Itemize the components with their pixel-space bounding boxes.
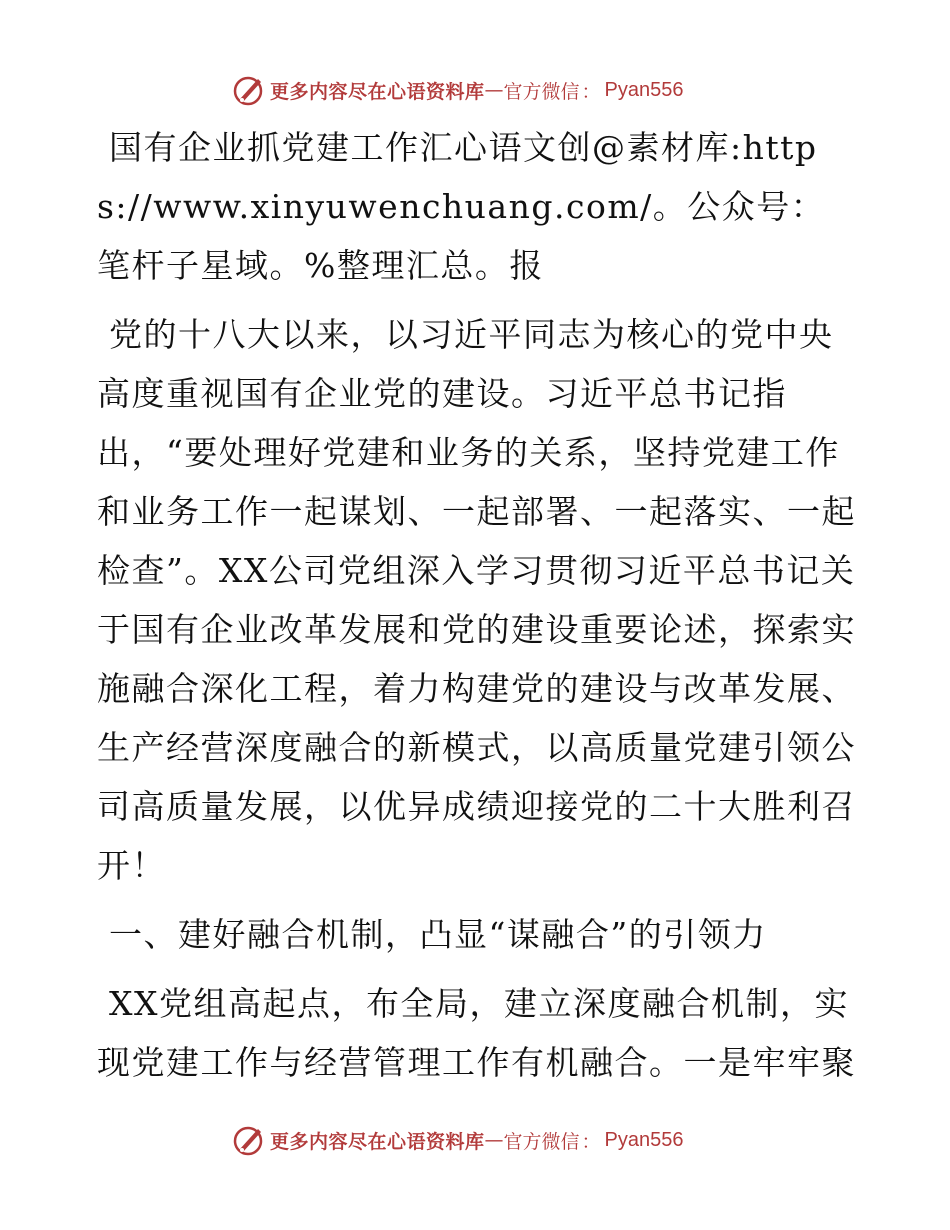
banner-main-text: 更多内容尽在心语资料库 xyxy=(270,1130,485,1153)
banner-main-text: 更多内容尽在心语资料库 xyxy=(270,80,485,103)
banner-sub-text: 官方微信 xyxy=(503,1130,580,1153)
footer-watermark-banner xyxy=(232,1123,684,1157)
banner-colon: ： xyxy=(581,1130,601,1153)
pen-logo-icon xyxy=(232,1123,266,1157)
banner-dash: — xyxy=(484,1129,504,1151)
document-body xyxy=(97,118,857,1092)
banner-dash: — xyxy=(484,79,504,101)
banner-sub-text: 官方微信 xyxy=(503,80,580,103)
section-heading: 一、建好融合机制，凸显“谋融合”的引领力 xyxy=(109,915,767,954)
banner-wechat-id: Pyan556 xyxy=(604,1128,684,1151)
header-watermark-banner xyxy=(232,73,684,107)
banner-wechat-id: Pyan556 xyxy=(604,78,684,101)
banner-colon: ： xyxy=(581,80,601,103)
pen-logo-icon xyxy=(232,73,266,107)
body-paragraph-2: XX党组高起点，布全局，建立深度融合机制，实现党建工作与经营管理工作有机融合。一是牢牢聚 xyxy=(97,984,856,1082)
intro-paragraph: 国有企业抓党建工作汇心语文创@素材库:https://www.xinyuwenchuang.com/。公众号：笔杆子星域。%整理汇总。报 xyxy=(97,128,826,285)
body-paragraph: 党的十八大以来，以习近平同志为核心的党中央高度重视国有企业党的建设。习近平总书记指出，“要处理好党建和业务的关系，坚持党建工作和业务工作一起谋划、一起部署、一起落实、一起检查”。XX公司党组深入学习贯彻习近平总书记关于国有企业改革发展和党的建设重要论述，探索实施融合深化工程，着力构建党的建设与改革发展、生产经营深度融合的新模式，以高质量党建引领公司高质量发展，以优异成绩迎接党的二十大胜利召开！ xyxy=(97,315,856,885)
